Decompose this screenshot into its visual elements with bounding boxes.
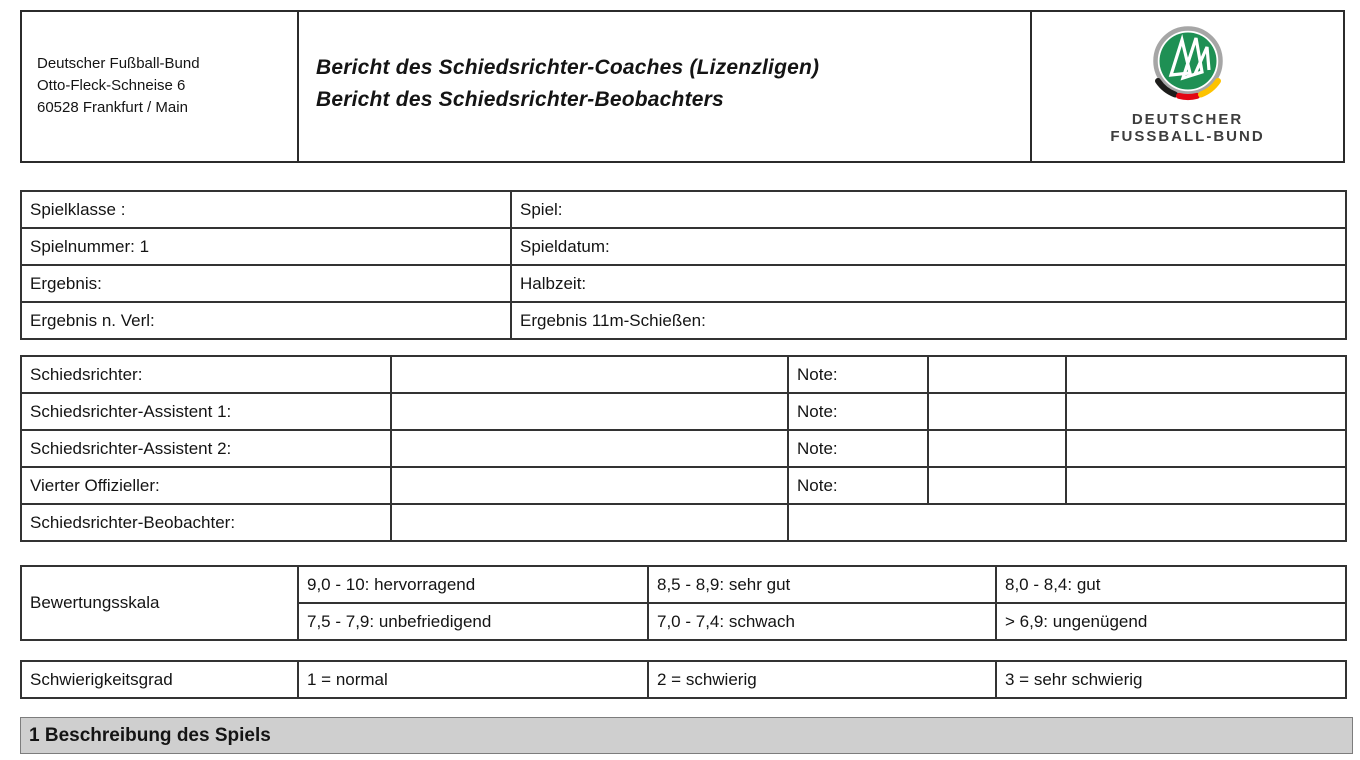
- input-assistent2-note[interactable]: [928, 430, 1066, 467]
- scale-cell-unbefriedigend: 7,5 - 7,9: unbefriedigend: [298, 603, 648, 640]
- difficulty-normal: 1 = normal: [298, 661, 648, 698]
- scale-cell-hervorragend: 9,0 - 10: hervorragend: [298, 566, 648, 603]
- input-beobachter-name[interactable]: [391, 504, 788, 541]
- table-row: [21, 228, 1346, 265]
- label-note: Note:: [788, 393, 928, 430]
- field-spielklasse[interactable]: Spielklasse :: [21, 191, 511, 228]
- label-assistent1: Schiedsrichter-Assistent 1:: [21, 393, 391, 430]
- label-note: Note:: [788, 467, 928, 504]
- field-spiel[interactable]: Spiel:: [511, 191, 1346, 228]
- address-line: Deutscher Fußball-Bund: [37, 55, 200, 72]
- logo-org-line2: FUSSBALL-BUND: [1110, 128, 1265, 145]
- table-row: [21, 566, 1346, 603]
- input-assistent2-extra[interactable]: [1066, 430, 1346, 467]
- report-title-line2: Bericht des Schiedsrichter-Beobachters: [316, 88, 724, 111]
- address-line: 60528 Frankfurt / Main: [37, 99, 188, 116]
- difficulty-table: [20, 660, 1347, 699]
- label-note: Note:: [788, 356, 928, 393]
- scale-cell-schwach: 7,0 - 7,4: schwach: [648, 603, 996, 640]
- field-spieldatum[interactable]: Spieldatum:: [511, 228, 1346, 265]
- table-row: [21, 393, 1346, 430]
- input-assistent2-name[interactable]: [391, 430, 788, 467]
- label-vierter-offizieller: Vierter Offizieller:: [21, 467, 391, 504]
- officials-table: [20, 355, 1347, 542]
- scale-cell-gut: 8,0 - 8,4: gut: [996, 566, 1346, 603]
- input-assistent1-extra[interactable]: [1066, 393, 1346, 430]
- section-header-beschreibung: [20, 717, 1353, 754]
- input-beobachter-extra[interactable]: [788, 504, 1346, 541]
- input-assistent1-note[interactable]: [928, 393, 1066, 430]
- label-bewertungsskala: Bewertungsskala: [21, 566, 298, 640]
- input-vierter-offizieller-name[interactable]: [391, 467, 788, 504]
- field-ergebnis[interactable]: Ergebnis:: [21, 265, 511, 302]
- table-row: [21, 504, 1346, 541]
- dfb-logo-block: [1032, 12, 1343, 161]
- field-halbzeit[interactable]: Halbzeit:: [511, 265, 1346, 302]
- scale-cell-sehr-gut: 8,5 - 8,9: sehr gut: [648, 566, 996, 603]
- match-info-table: [20, 190, 1347, 340]
- logo-org-line1: DEUTSCHER: [1131, 111, 1244, 128]
- address-line: Otto-Fleck-Schneise 6: [37, 77, 186, 94]
- difficulty-sehr-schwierig: 3 = sehr schwierig: [996, 661, 1346, 698]
- label-assistent2: Schiedsrichter-Assistent 2:: [21, 430, 391, 467]
- table-row: [21, 302, 1346, 339]
- input-assistent1-name[interactable]: [391, 393, 788, 430]
- table-row: [21, 265, 1346, 302]
- input-vierter-offizieller-note[interactable]: [928, 467, 1066, 504]
- field-ergebnis-verlaengerung[interactable]: Ergebnis n. Verl:: [21, 302, 511, 339]
- input-schiedsrichter-name[interactable]: [391, 356, 788, 393]
- difficulty-schwierig: 2 = schwierig: [648, 661, 996, 698]
- table-row: [21, 467, 1346, 504]
- dfb-crest-icon: [1140, 19, 1236, 111]
- label-schwierigkeitsgrad: Schwierigkeitsgrad: [21, 661, 298, 698]
- section-title: 1 Beschreibung des Spiels: [29, 725, 271, 746]
- scale-cell-ungenuegend: > 6,9: ungenügend: [996, 603, 1346, 640]
- dfb-address-block: [22, 12, 299, 161]
- input-vierter-offizieller-extra[interactable]: [1066, 467, 1346, 504]
- label-beobachter: Schiedsrichter-Beobachter:: [21, 504, 391, 541]
- field-spielnummer[interactable]: Spielnummer: 1: [21, 228, 511, 265]
- table-row: [21, 661, 1346, 698]
- report-title-block: [299, 12, 1032, 161]
- label-schiedsrichter: Schiedsrichter:: [21, 356, 391, 393]
- table-row: [21, 191, 1346, 228]
- table-row: [21, 356, 1346, 393]
- rating-scale-table: [20, 565, 1347, 641]
- table-row: [21, 430, 1346, 467]
- input-schiedsrichter-extra[interactable]: [1066, 356, 1346, 393]
- input-schiedsrichter-note[interactable]: [928, 356, 1066, 393]
- document-header: [20, 10, 1345, 163]
- label-note: Note:: [788, 430, 928, 467]
- report-title-line1: Bericht des Schiedsrichter-Coaches (Lizenzligen): [316, 56, 820, 79]
- field-ergebnis-elfmeter[interactable]: Ergebnis 11m-Schießen:: [511, 302, 1346, 339]
